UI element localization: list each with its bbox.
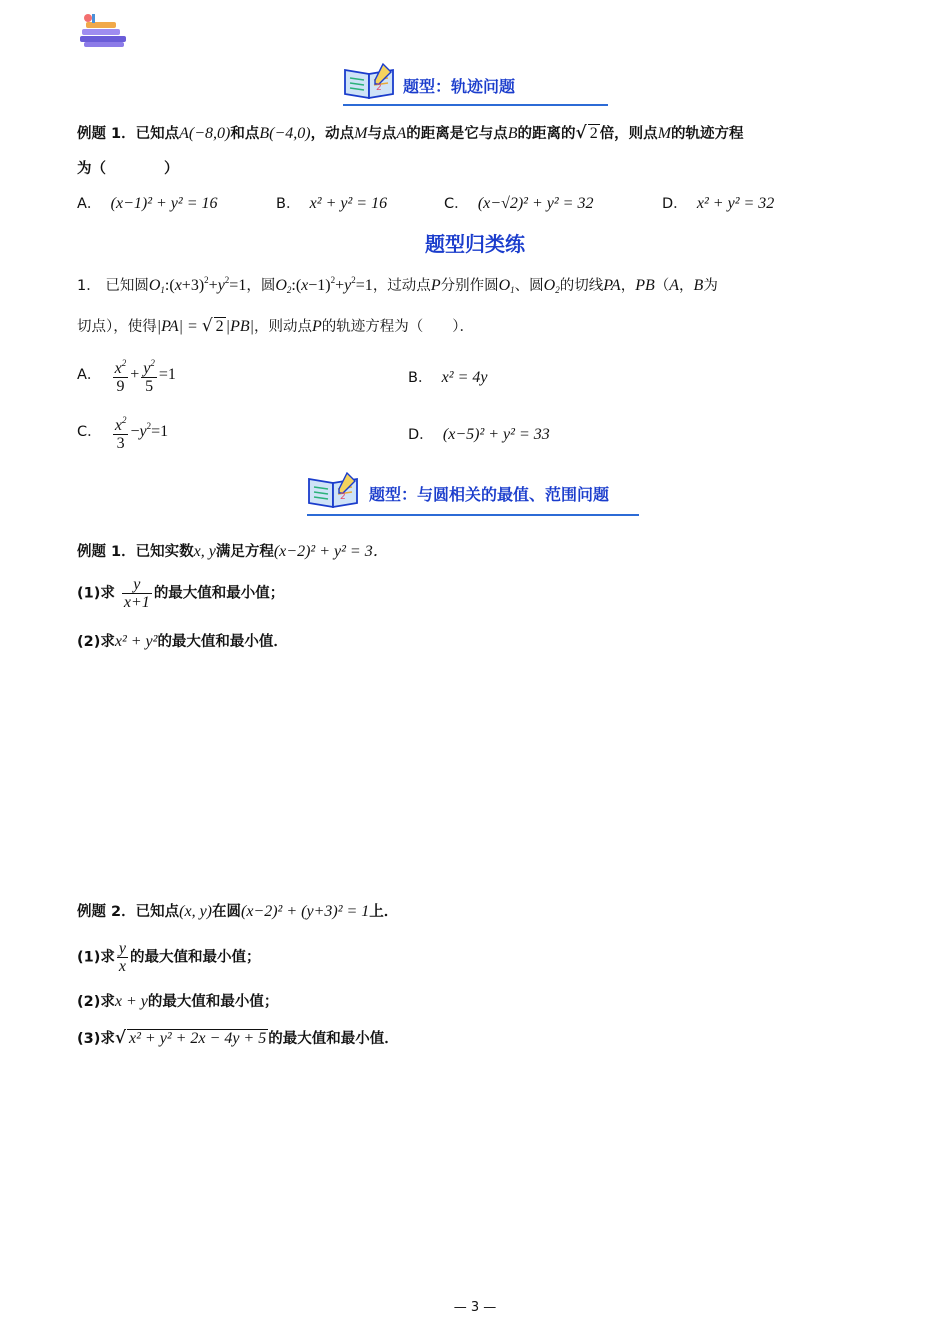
practice-option-b[interactable]: B． x² = 4y (408, 369, 488, 386)
practice-option-d[interactable]: D． (x−5)² + y² = 33 (408, 426, 550, 443)
books-logo-icon (78, 12, 130, 50)
example-2-question-2: (2)求x² + y²的最大值和最小值． (77, 633, 288, 650)
example-label: 例题 1． (77, 126, 136, 142)
option-c[interactable]: C． (x−√2)² + y² = 32 (444, 195, 594, 212)
practice-option-a[interactable]: A． $\frac{x^2}{9}$ + $\frac{y^2}{5}$ =1 (77, 355, 176, 395)
section-underline (343, 104, 608, 106)
option-a[interactable]: A． (x−1)² + y² = 16 (77, 195, 218, 212)
practice-1-stem: 1． 已知圆$O_1:(x+3)^2+y^2=1$，圆$O_2:(x-1)^2+y^2=1$，过动点P分别作圆$O_1$、圆$O_2$的切线PA，PB（A，B为 (77, 275, 718, 295)
example-1-stem: 例题 1．已知点A(−8,0)和点B(−4,0)，动点M与点A的距离是它与点B的距离的√ 2 倍，则点M的轨迹方程 (77, 123, 744, 143)
open-book-icon (343, 62, 399, 100)
point-a-coord: A(−8,0) (179, 125, 231, 142)
point-b-coord: B(−4,0) (259, 125, 311, 142)
svg-text:2: 2 (376, 83, 382, 93)
example-3-question-3: (3)求√ x² + y² + 2x − 4y + 5 的最大值和最小值． (77, 1028, 399, 1048)
practice-option-c[interactable]: C． $\frac{x^2}{3}$ $-y^2=1$ (77, 412, 168, 452)
svg-text:2: 2 (340, 492, 346, 502)
sqrt-value: 2 (589, 125, 598, 142)
example-2-stem: 例题 1．已知实数x, y满足方程(x−2)² + y² = 3． (77, 543, 389, 560)
option-d[interactable]: D． x² + y² = 32 (662, 195, 775, 212)
example-2-question-1: (1)求 $\frac{y}{x+1}$ 的最大值和最小值； (77, 576, 285, 611)
section-header-extremum (307, 471, 639, 517)
section-underline (307, 514, 639, 516)
example-1-stem-line2: 为（ ） (77, 161, 179, 177)
option-b[interactable]: B． x² + y² = 16 (276, 195, 388, 212)
practice-1-stem-line2: 切点），使得|PA| = √ 2 |PB|，则动点P的轨迹方程为（ ）． (77, 316, 475, 336)
example-3-question-1: (1)求 $\frac{y}{x}$ 的最大值和最小值； (77, 940, 261, 975)
section-title: 题型：与圆相关的最值、范围问题 (369, 487, 610, 504)
practice-title: 题型归类练 (425, 234, 525, 256)
page-number: — 3 — (453, 1300, 497, 1315)
example-3-question-2: (2)求x + y的最大值和最小值； (77, 993, 279, 1010)
section-title: 题型：轨迹问题 (403, 79, 516, 96)
open-book-icon (307, 471, 363, 509)
example-3-stem: 例题 2．已知点(x, y)在圆(x−2)² + (y+3)² = 1上． (77, 903, 399, 920)
sqrt-symbol: √ (575, 123, 587, 143)
section-header-trajectory (343, 62, 608, 108)
